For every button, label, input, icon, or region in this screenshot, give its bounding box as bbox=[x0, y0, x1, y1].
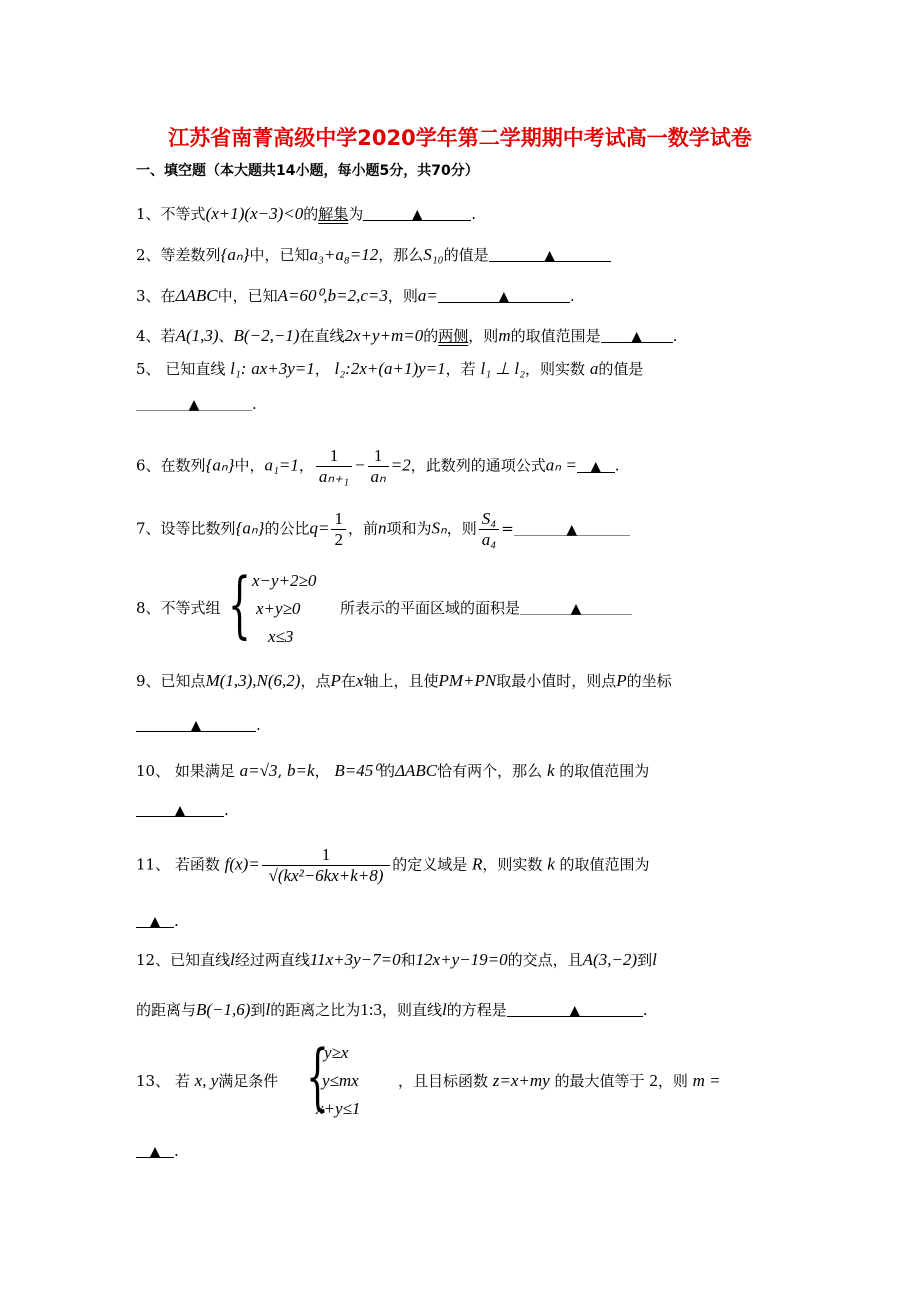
question-7: 7、设等比数列{aₙ}的公比q= $\frac{1}{2}$ ，前n项和为Sₙ，则 $\frac{\text{S₄}}{\text{a₄}}$ = ▲ bbox=[136, 509, 786, 550]
left-brace: { bbox=[306, 1034, 329, 1118]
question-12-continuation: 的距离与B(−1,6)到l的距离之比为1:3，则直线l的方程是 ▲ . bbox=[136, 1000, 648, 1019]
question-6: 6、在数列{aₙ}中，a₁=1， $\frac{1}{\text{aₙ₊₁}}$ − $\frac{1}{\text{aₙ}}$ =2，此数列的通项公式aₙ = ▲ . bbox=[136, 446, 620, 486]
question-2: 2、等差数列{aₙ}中，已知a₃+a₈=12，那么S₁₀的值是 ▲ bbox=[136, 244, 786, 266]
question-11: 11、 若函数 f(x)= $\frac{1}{\text{√(kx²−6kx+k+8)}}$ 的定义域是 R，则实数 k 的取值范围为 bbox=[136, 845, 650, 885]
answer-blank[interactable] bbox=[136, 910, 174, 928]
question-3: 3、在ΔABC中，已知A=60⁰,b=2,c=3，则a= ▲ . bbox=[136, 286, 575, 305]
question-10-continuation: ▲ . bbox=[136, 799, 229, 821]
answer-blank[interactable] bbox=[136, 393, 252, 411]
question-5-continuation: ▲ . bbox=[136, 393, 257, 415]
left-brace: { bbox=[228, 562, 251, 646]
exam-title: 江苏省南菁高级中学2020学年第二学期期中考试高一数学试卷 bbox=[168, 126, 752, 150]
fraction: $\frac{1}{\text{aₙ}}$ bbox=[368, 446, 389, 487]
triangle-marker-icon: ▲ bbox=[544, 248, 555, 264]
answer-blank[interactable] bbox=[136, 799, 224, 817]
question-5: 5、 已知直线 l₁: ax+3y=1， l₂:2x+(a+1)y=1，若 l₁ ⊥ l₂，则实数 a的值是 bbox=[136, 359, 644, 378]
answer-blank[interactable] bbox=[601, 325, 673, 343]
answer-blank[interactable] bbox=[136, 714, 256, 732]
question-10: 10、 如果满足 a=√3, b=k， B=45⁰的ΔABC恰有两个，那么 k 的取值范围为 bbox=[136, 761, 650, 780]
triangle-marker-icon: ▲ bbox=[631, 329, 642, 345]
answer-blank[interactable] bbox=[489, 244, 611, 262]
answer-blank[interactable] bbox=[136, 1140, 174, 1158]
triangle-marker-icon: ▲ bbox=[174, 803, 186, 819]
fraction: $\frac{1}{\text{aₙ₊₁}}$ bbox=[316, 446, 352, 487]
section-heading: 一、填空题（本大题共14小题，每小题5分，共70分） bbox=[136, 163, 479, 179]
answer-blank[interactable] bbox=[577, 455, 615, 473]
triangle-marker-icon: ▲ bbox=[411, 207, 423, 223]
triangle-marker-icon: ▲ bbox=[149, 1144, 161, 1160]
question-12: 12、已知直线l经过两直线11x+3y−7=0和12x+y−19=0的交点，且A(3,−2)到l bbox=[136, 950, 657, 969]
triangle-marker-icon: ▲ bbox=[149, 914, 161, 930]
question-9-continuation: ▲ . bbox=[136, 714, 261, 736]
triangle-marker-icon: ▲ bbox=[566, 521, 578, 538]
triangle-marker-icon: ▲ bbox=[569, 1003, 581, 1019]
question-11-continuation: ▲ . bbox=[136, 910, 179, 932]
question-1: 1、不等式(x+1)(x−3)<0的解集为 ▲ . bbox=[136, 204, 477, 223]
answer-blank[interactable] bbox=[520, 597, 632, 615]
triangle-marker-icon: ▲ bbox=[190, 718, 202, 734]
triangle-marker-icon: ▲ bbox=[498, 289, 510, 305]
answer-blank[interactable] bbox=[507, 999, 643, 1017]
triangle-marker-icon: ▲ bbox=[590, 458, 602, 475]
answer-blank[interactable] bbox=[438, 285, 570, 303]
answer-blank[interactable] bbox=[363, 203, 471, 221]
triangle-marker-icon: ▲ bbox=[188, 397, 200, 413]
question-9: 9、已知点M(1,3),N(6,2)，点P在x轴上，且使PM+PN取最小值时，则点P的坐标 bbox=[136, 671, 672, 690]
fraction: $\frac{1}{2}$ bbox=[331, 509, 346, 550]
fraction: $\frac{\text{S₄}}{\text{a₄}}$ bbox=[479, 509, 499, 550]
fraction: $\frac{1}{\text{√(kx²−6kx+k+8)}}$ bbox=[262, 845, 391, 886]
question-4: 4、若A(1,3)、B(−2,−1)在直线2x+y+m=0的两侧，则m的取值范围是 ▲ . bbox=[136, 326, 678, 345]
triangle-marker-icon: ▲ bbox=[570, 601, 582, 617]
answer-blank[interactable] bbox=[514, 518, 630, 536]
question-13-continuation: ▲ . bbox=[136, 1140, 179, 1162]
